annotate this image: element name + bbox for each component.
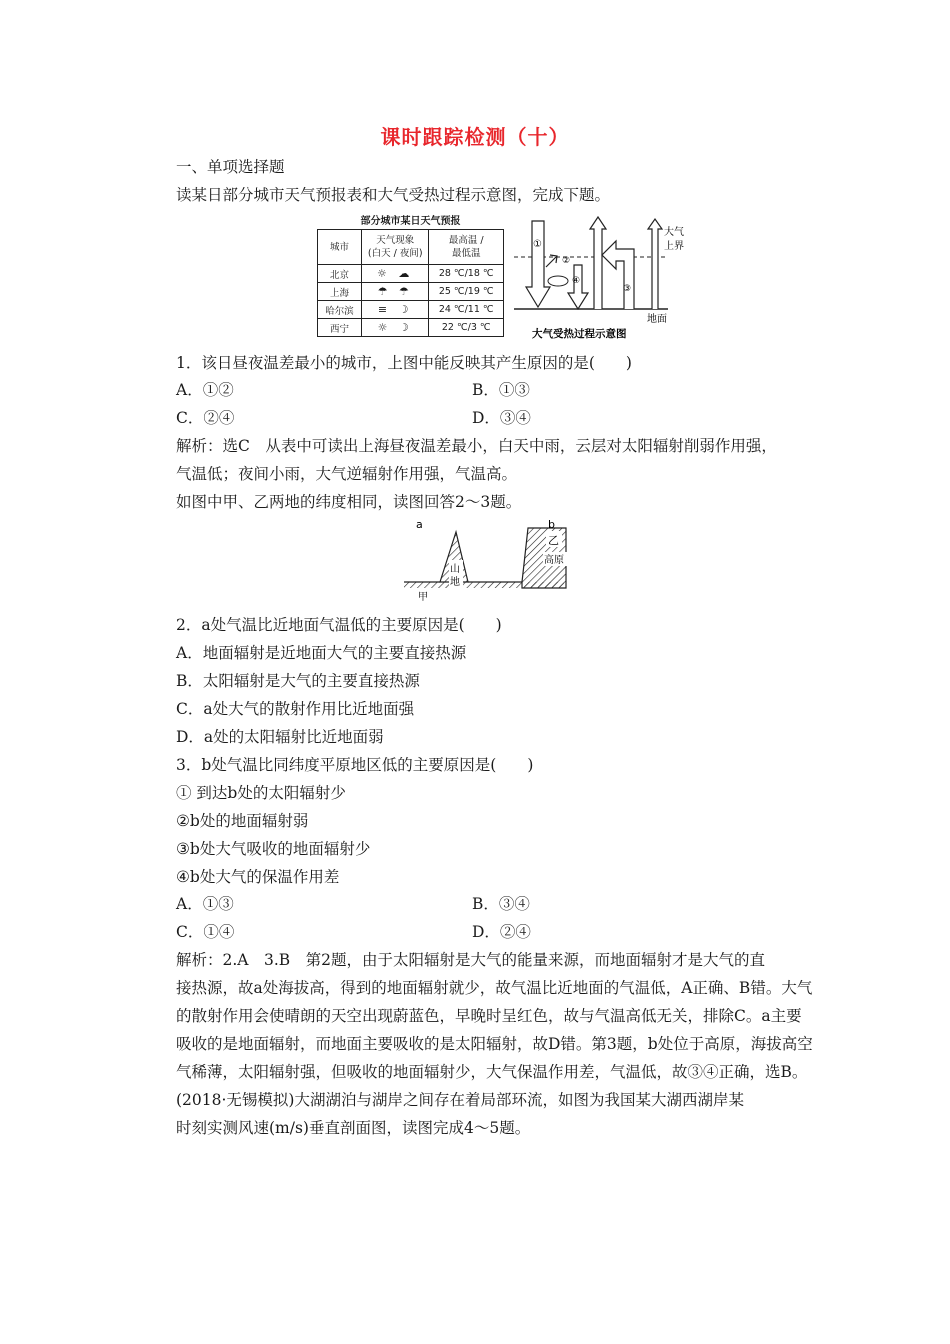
statement-3: ③b处大气吸收的地面辐射少: [176, 840, 371, 858]
header-weather: 天气现象 (白天 / 夜间): [361, 230, 428, 265]
label-ground: 地面: [647, 314, 667, 325]
intro-paragraph: (2018·无锡模拟)大湖湖泊与湖岸之间存在着局部环流，如图为我国某大湖西湖岸某: [176, 1091, 744, 1109]
weather-icons: ☂ ☂: [361, 283, 428, 301]
option-d: D．②④: [472, 923, 531, 941]
analysis-line: 气温低；夜间小雨，大气逆辐射作用强，气温高。: [176, 465, 518, 483]
terrain-diagram: [402, 518, 582, 602]
option-d: D．③④: [472, 409, 531, 427]
option-a: A．①③: [176, 895, 234, 913]
question-3-stem: 3．b处气温比同纬度平原地区低的主要原因是( ): [176, 756, 534, 774]
atmospheric-heating-diagram: [510, 215, 684, 343]
label-jia: 甲: [418, 592, 428, 603]
intro-paragraph: 如图中甲、乙两地的纬度相同，读图回答2～3题。: [176, 493, 522, 511]
option-c: C．①④: [176, 923, 235, 941]
label-mountain-2: 地: [450, 577, 460, 588]
cell-city: 北京: [318, 265, 362, 283]
option-b: B．太阳辐射是大气的主要直接热源: [176, 672, 420, 690]
analysis-line: 解析：选C 从表中可读出上海昼夜温差最小，白天中雨，云层对太阳辐射削弱作用强，: [176, 437, 777, 455]
statement-2: ②b处的地面辐射弱: [176, 812, 309, 830]
option-a: A．地面辐射是近地面大气的主要直接热源: [176, 644, 467, 662]
statement-4: ④b处大气的保温作用差: [176, 868, 340, 886]
page-title: 课时跟踪检测（十）: [380, 125, 570, 149]
label-plateau: 高原: [544, 555, 564, 566]
analysis-line: 接热源，故a处海拔高，得到的地面辐射就少，故气温比近地面的气温低，A正确、B错。大气: [176, 979, 813, 997]
table-header-row: [318, 230, 504, 265]
table-row: [318, 319, 504, 337]
intro-paragraph: 读某日部分城市天气预报表和大气受热过程示意图，完成下题。: [176, 186, 611, 204]
cell-city: 哈尔滨: [318, 301, 362, 319]
cell-temp: 28 ℃/18 ℃: [429, 265, 504, 283]
label-3: ③: [623, 284, 632, 294]
table-caption: 部分城市某日天气预报: [360, 216, 461, 227]
header-temp: 最高温 / 最低温: [429, 230, 504, 265]
table-row: [318, 301, 504, 319]
cell-city: 上海: [318, 283, 362, 301]
option-d: D．a处的太阳辐射比近地面弱: [176, 728, 384, 746]
option-a: A．①②: [176, 381, 234, 399]
analysis-line: 的散射作用会使晴朗的天空出现蔚蓝色，早晚时呈红色，故与气温高低无关，排除C。a主要: [176, 1007, 802, 1025]
weather-forecast-table: [317, 215, 504, 337]
label-atmosphere: 大气: [664, 227, 684, 238]
table-row: [318, 283, 504, 301]
label-1: ①: [533, 239, 542, 250]
label-b: b: [548, 518, 555, 531]
weather-icons: ☼ ☁: [361, 265, 428, 283]
cloud-icon: [548, 276, 568, 286]
intro-paragraph: 时刻实测风速(m/s)垂直剖面图，读图完成4～5题。: [176, 1119, 531, 1137]
option-c: C．②④: [176, 409, 235, 427]
weather-icons: ≡ ☽: [361, 301, 428, 319]
analysis-line: 吸收的是地面辐射，而地面主要吸收的是太阳辐射，故D错。第3题，b处位于高原，海拔高空: [176, 1035, 813, 1053]
diagram-caption: 大气受热过程示意图: [532, 328, 627, 340]
question-1-stem: 1．该日昼夜温差最小的城市，上图中能反映其产生原因的是( ): [176, 354, 632, 372]
weather-icons: ☼ ☽: [361, 319, 428, 337]
option-b: B．③④: [472, 895, 530, 913]
cell-temp: 24 ℃/11 ℃: [429, 301, 504, 319]
analysis-line: 解析：2.A 3.B 第2题，由于太阳辐射是大气的能量来源，而地面辐射才是大气的直: [176, 951, 766, 969]
label-4: ④: [572, 276, 581, 286]
label-mountain-1: 山: [450, 564, 460, 575]
label-2: ②: [562, 256, 571, 266]
header-city: 城市: [318, 230, 362, 265]
label-a: a: [416, 518, 423, 531]
cell-city: 西宁: [318, 319, 362, 337]
analysis-line: 气稀薄，太阳辐射强，但吸收的地面辐射少，大气保温作用差，气温低，故③④正确，选B。: [176, 1063, 808, 1081]
table-row: [318, 265, 504, 283]
section-heading: 一、单项选择题: [176, 158, 285, 176]
option-c: C．a处大气的散射作用比近地面强: [176, 700, 415, 718]
option-b: B．①③: [472, 381, 530, 399]
label-top-boundary: 上界: [664, 241, 684, 252]
question-2-stem: 2．a处气温比近地面气温低的主要原因是( ): [176, 616, 502, 634]
cell-temp: 25 ℃/19 ℃: [429, 283, 504, 301]
cell-temp: 22 ℃/3 ℃: [429, 319, 504, 337]
label-yi: 乙: [548, 534, 559, 547]
statement-1: ① 到达b处的太阳辐射少: [176, 784, 346, 802]
